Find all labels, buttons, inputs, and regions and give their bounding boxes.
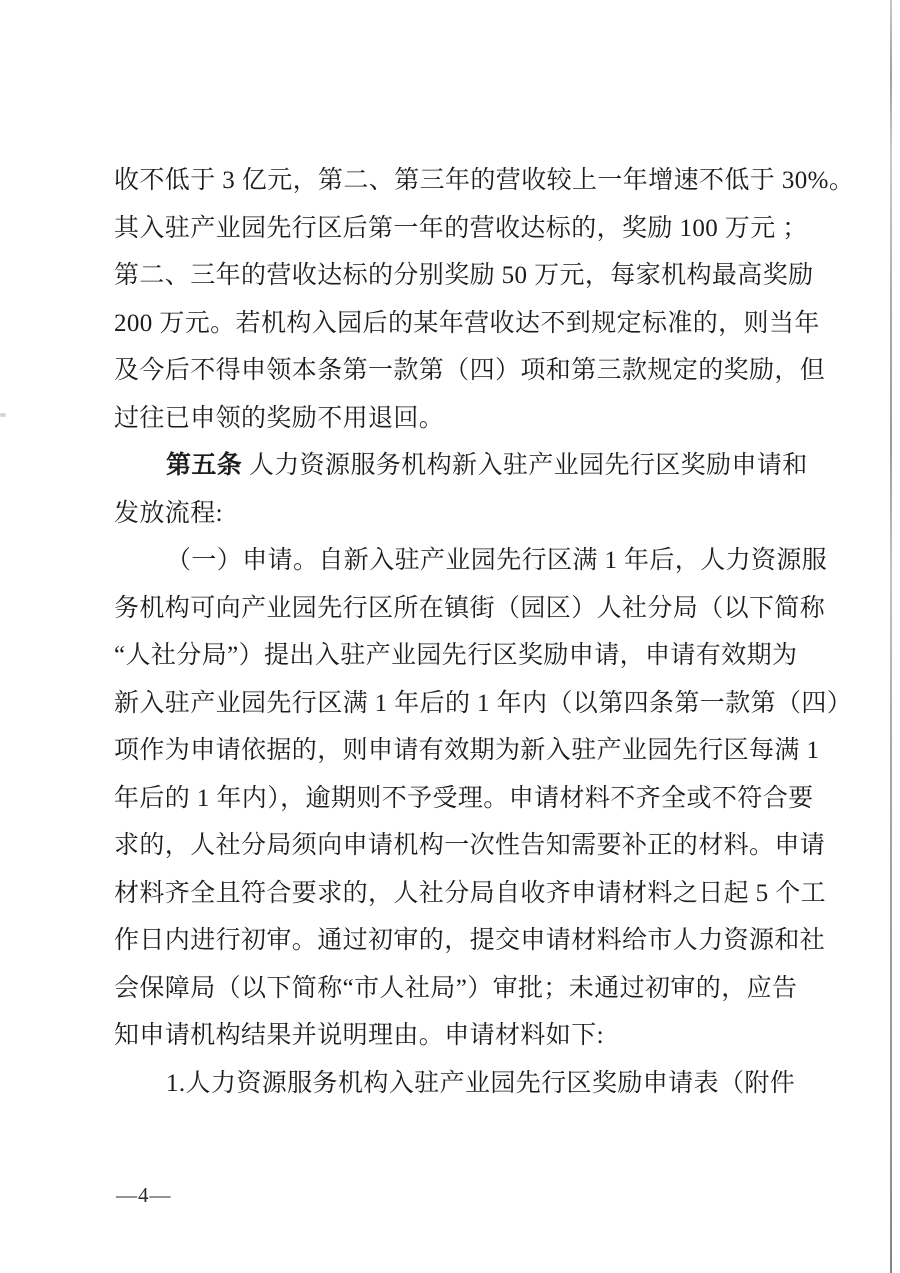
body-text: 会保障局（以下简称“市人社局”）审批；未通过初审的，应告 — [114, 974, 798, 1002]
document-line — [114, 727, 820, 775]
document-line — [114, 252, 814, 300]
page-number: —4— — [116, 1183, 172, 1207]
body-text: 务机构可向产业园先行区所在镇街（园区）人社分局（以下简称 — [114, 594, 826, 622]
document-line — [114, 347, 826, 395]
document-line — [114, 1060, 804, 1108]
body-text: 求的，人社分局须向申请机构一次性告知需要补正的材料。申请 — [114, 832, 826, 859]
body-text: 200 万元。若机构入园后的某年营收达不到规定标准的，则当年 — [114, 309, 820, 337]
document-line — [114, 632, 804, 680]
body-text: “人社分局”）提出入驻产业园先行区奖励申请，申请有效期为 — [114, 642, 798, 669]
body-text: 1.人力资源服务机构入驻产业园先行区奖励申请表（附件 — [166, 1069, 796, 1097]
body-text: 过往已申领的奖励不用退回。 — [114, 404, 445, 432]
body-text: 第二、三年的营收达标的分别奖励 50 万元，每家机构最高奖励 — [114, 262, 814, 289]
document-line — [114, 157, 855, 205]
body-text: 其入驻产业园先行区后第一年的营收达标的，奖励 100 万元 ； — [114, 214, 808, 242]
document-line — [114, 1012, 804, 1060]
body-text: 知申请机构结果并说明理由。申请材料如下: — [114, 1022, 604, 1049]
document-line — [114, 442, 808, 490]
document-line — [114, 585, 826, 633]
scan-edge-artifact — [890, 0, 892, 1273]
article-heading-text: 第五条 — [166, 452, 243, 479]
body-text: （一）申请。自新入驻产业园先行区满 1 年后，人力资源服 — [166, 547, 828, 574]
document-line — [114, 205, 808, 253]
document-text-block — [114, 157, 855, 1107]
body-text: 发放流程: — [114, 499, 223, 527]
body-text: 项作为申请依据的，则申请有效期为新入驻产业园先行区每满 1 — [114, 737, 820, 764]
document-line — [114, 300, 820, 348]
document-line — [114, 537, 828, 585]
body-text: 年后的 1 年内），逾期则不予受理。申请材料不齐全或不符合要 — [114, 784, 814, 812]
document-line — [114, 775, 814, 823]
document-line — [114, 395, 804, 443]
body-text: 收不低于 3 亿元，第二、第三年的营收较上一年增速不低于 30%。 — [114, 167, 855, 194]
document-line — [114, 490, 804, 538]
scan-speck-artifact — [0, 413, 6, 417]
document-line — [114, 822, 826, 870]
body-text: 人力资源服务机构新入驻产业园先行区奖励申请和 — [242, 452, 808, 479]
body-text: 及今后不得申领本条第一款第（四）项和第三款规定的奖励，但 — [114, 357, 826, 384]
document-line — [114, 917, 826, 965]
document-line — [114, 680, 853, 728]
document-line — [114, 965, 804, 1013]
body-text: 新入驻产业园先行区满 1 年后的 1 年内（以第四条第一款第（四） — [114, 689, 853, 717]
body-text: 作日内进行初审。通过初审的，提交申请材料给市人力资源和社 — [114, 927, 826, 954]
document-line — [114, 870, 827, 918]
body-text: 材料齐全且符合要求的，人社分局自收齐申请材料之日起 5 个工 — [114, 879, 827, 907]
